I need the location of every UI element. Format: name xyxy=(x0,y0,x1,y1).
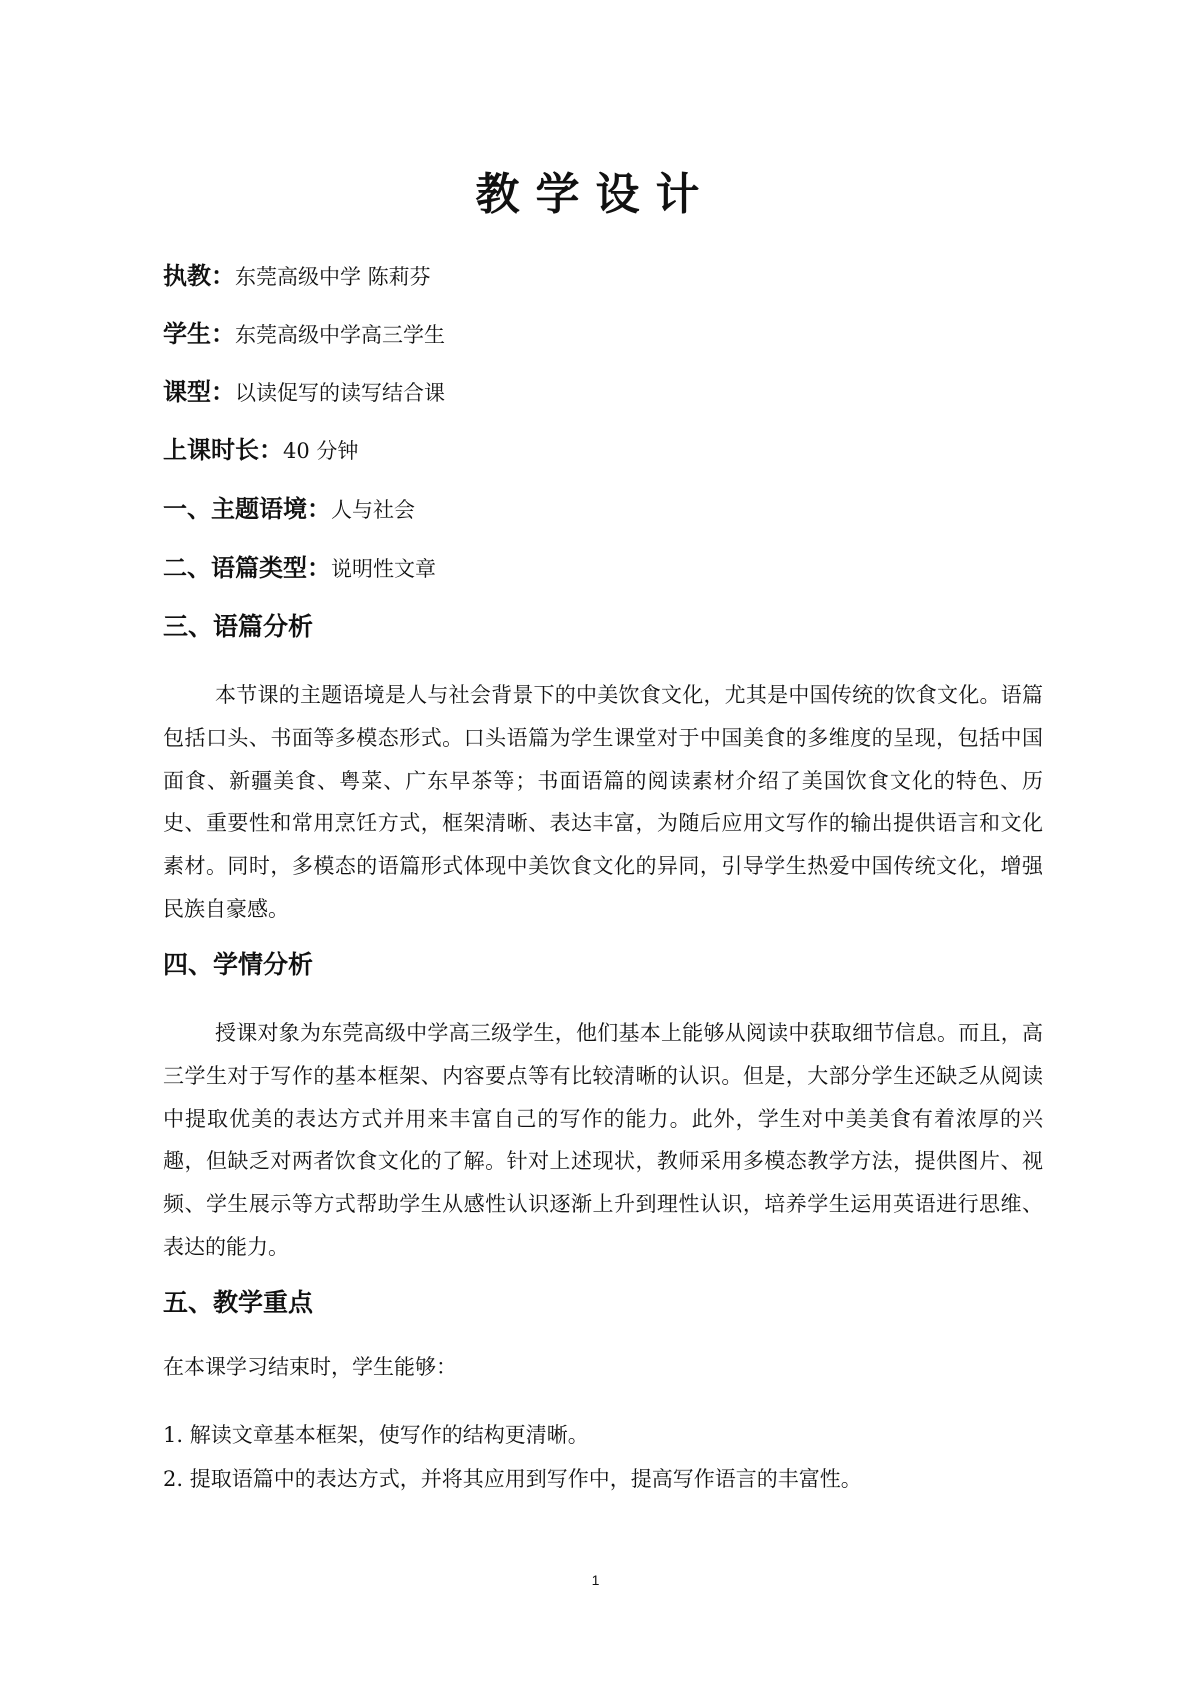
page-title: 教学设计 xyxy=(475,169,716,220)
meta-theme-context xyxy=(163,494,415,525)
meta-duration xyxy=(163,435,358,466)
section-body-text-analysis: 本节课的主题语境是人与社会背景下的中美饮食文化，尤其是中国传统的饮食文化。语篇包括口头、书面等多模态形式。口头语篇为学生课堂对于中国美食的多维度的呈现，包括中国面食、新疆美食、粤菜、广东早茶等；书面语篇的阅读素材介绍了美国饮食文化的特色、历史、重要性和常用烹饪方式，框架清晰、表达丰富，为随后应用文写作的输出提供语言和文化素材。同时，多模态的语篇形式体现中美饮食文化的异同，引导学生热爱中国传统文化，增强民族自豪感。 xyxy=(163,683,1043,921)
meta-key: 上课时长： xyxy=(163,436,283,464)
meta-value: 东莞高级中学 陈莉芬 xyxy=(235,265,431,289)
meta-key: 一、主题语境： xyxy=(163,495,331,523)
meta-key: 执教： xyxy=(163,262,235,290)
section-heading-text-analysis: 三、语篇分析 xyxy=(163,612,314,641)
meta-students xyxy=(163,319,445,350)
page-number: 1 xyxy=(591,1572,600,1588)
meta-value: 人与社会 xyxy=(331,498,415,522)
meta-lesson-type xyxy=(163,377,445,408)
meta-value: 以读促写的读写结合课 xyxy=(235,381,445,405)
list-item: 2. 提取语篇中的表达方式，并将其应用到写作中，提高写作语言的丰富性。 xyxy=(163,1467,862,1491)
meta-teacher xyxy=(163,261,431,292)
section-heading-student-analysis: 四、学情分析 xyxy=(163,950,314,979)
section-heading-teaching-focus: 五、教学重点 xyxy=(163,1288,314,1317)
section-body-student-analysis: 授课对象为东莞高级中学高三级学生，他们基本上能够从阅读中获取细节信息。而且，高三学生对于写作的基本框架、内容要点等有比较清晰的认识。但是，大部分学生还缺乏从阅读中提取优美的表达方式并用来丰富自己的写作的能力。此外，学生对中美美食有着浓厚的兴趣，但缺乏对两者饮食文化的了解。针对上述现状，教师采用多模态教学方法，提供图片、视频、学生展示等方式帮助学生从感性认识逐渐上升到理性认识，培养学生运用英语进行思维、表达的能力。 xyxy=(163,1021,1043,1259)
list-item: 1. 解读文章基本框架，使写作的结构更清晰。 xyxy=(163,1423,589,1447)
meta-text-type xyxy=(163,553,436,584)
meta-key: 二、语篇类型： xyxy=(163,554,331,582)
meta-key: 学生： xyxy=(163,320,235,348)
meta-value: 东莞高级中学高三学生 xyxy=(235,323,445,347)
meta-value: 40 分钟 xyxy=(283,439,359,463)
meta-key: 课型： xyxy=(163,378,235,406)
meta-value: 说明性文章 xyxy=(331,557,436,581)
teaching-focus-intro: 在本课学习结束时，学生能够： xyxy=(163,1355,457,1379)
